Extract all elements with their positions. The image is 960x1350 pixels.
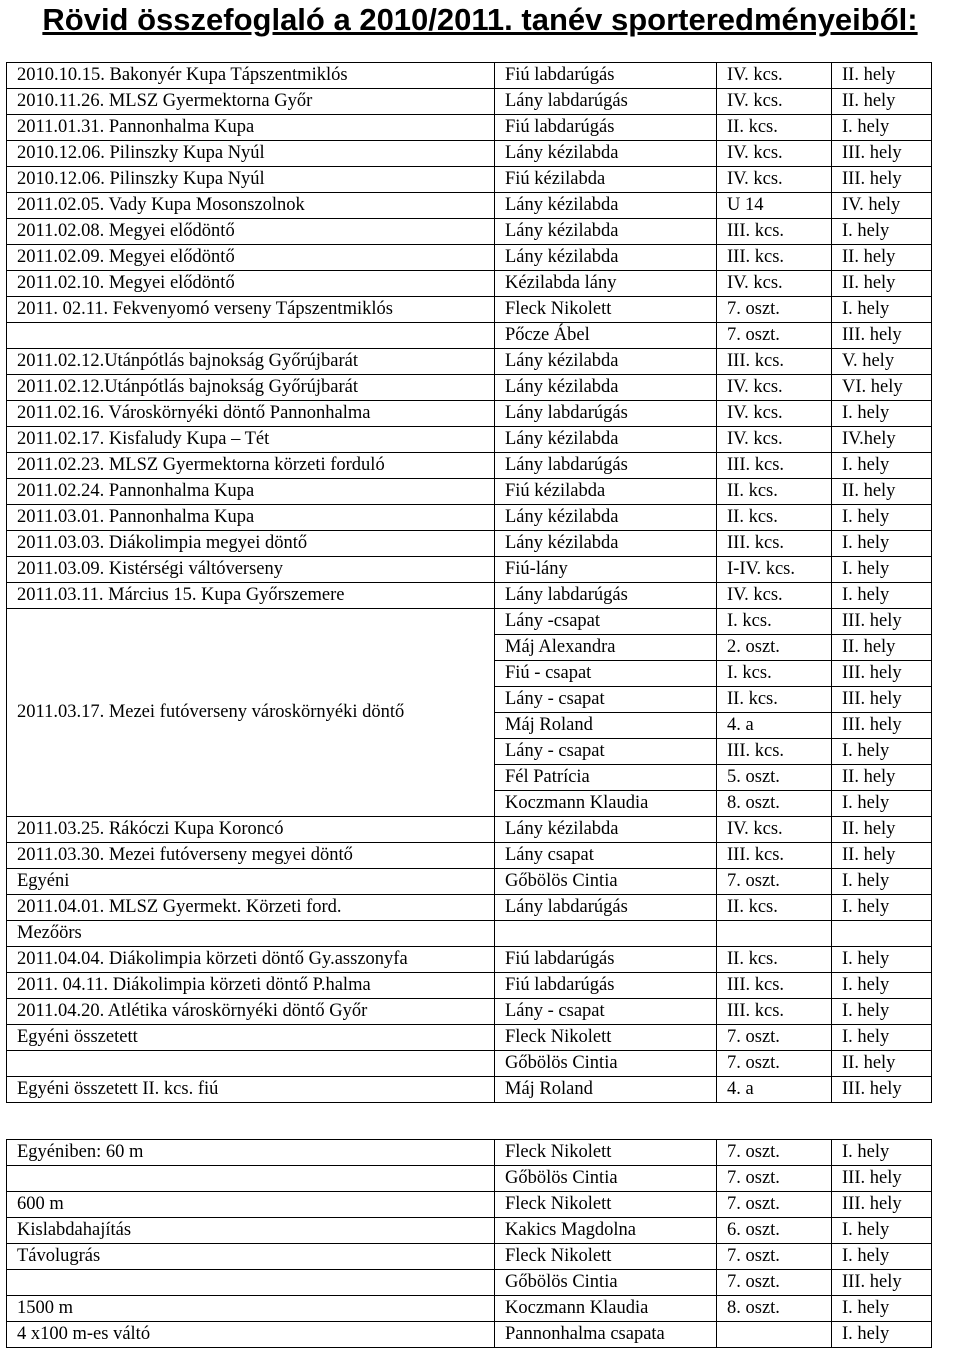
event-cell: Kislabdahajítás xyxy=(7,1218,495,1244)
category-cell: Lány -csapat xyxy=(495,609,717,635)
event-cell xyxy=(7,1051,495,1077)
table-row xyxy=(7,583,932,609)
place-cell: I. hely xyxy=(832,895,932,921)
category-cell: Fleck Nikolett xyxy=(495,1192,717,1218)
table-row xyxy=(7,115,932,141)
category-cell: Gőbölös Cintia xyxy=(495,869,717,895)
category-cell: Gőbölös Cintia xyxy=(495,1166,717,1192)
event-cell: Mezőörs xyxy=(7,921,495,947)
category-cell: Pőcze Ábel xyxy=(495,323,717,349)
place-cell: III. hely xyxy=(832,713,932,739)
results-table xyxy=(6,62,932,1103)
class-cell: IV. kcs. xyxy=(717,817,832,843)
place-cell: II. hely xyxy=(832,1051,932,1077)
class-cell: 7. oszt. xyxy=(717,1166,832,1192)
table-row xyxy=(7,1051,932,1077)
place-cell: I. hely xyxy=(832,1025,932,1051)
class-cell: III. kcs. xyxy=(717,739,832,765)
category-cell: Fiú labdarúgás xyxy=(495,63,717,89)
place-cell: III. hely xyxy=(832,609,932,635)
event-cell: Egyéni összetett II. kcs. fiú xyxy=(7,1077,495,1103)
class-cell xyxy=(717,921,832,947)
event-cell: Egyéniben: 60 m xyxy=(7,1140,495,1166)
place-cell: I. hely xyxy=(832,1322,932,1348)
place-cell: I. hely xyxy=(832,1244,932,1270)
category-cell: Lány - csapat xyxy=(495,999,717,1025)
table-row xyxy=(7,427,932,453)
category-cell: Lány labdarúgás xyxy=(495,583,717,609)
event-cell: 2011.02.23. MLSZ Gyermektorna körzeti forduló xyxy=(7,453,495,479)
table-row xyxy=(7,141,932,167)
category-cell: Lány kézilabda xyxy=(495,817,717,843)
class-cell: II. kcs. xyxy=(717,895,832,921)
class-cell: III. kcs. xyxy=(717,999,832,1025)
event-cell: 2010.12.06. Pilinszky Kupa Nyúl xyxy=(7,141,495,167)
table-row xyxy=(7,557,932,583)
category-cell: Gőbölös Cintia xyxy=(495,1270,717,1296)
class-cell: II. kcs. xyxy=(717,687,832,713)
place-cell: III. hely xyxy=(832,167,932,193)
place-cell xyxy=(832,921,932,947)
table-row xyxy=(7,479,932,505)
place-cell: I. hely xyxy=(832,1296,932,1322)
place-cell: I. hely xyxy=(832,583,932,609)
event-cell: 4 x100 m-es váltó xyxy=(7,1322,495,1348)
event-cell: 2010.12.06. Pilinszky Kupa Nyúl xyxy=(7,167,495,193)
place-cell: I. hely xyxy=(832,739,932,765)
event-cell xyxy=(7,1166,495,1192)
table-row xyxy=(7,505,932,531)
place-cell: I. hely xyxy=(832,999,932,1025)
class-cell: 7. oszt. xyxy=(717,1025,832,1051)
place-cell: I. hely xyxy=(832,947,932,973)
class-cell: III. kcs. xyxy=(717,245,832,271)
table-row xyxy=(7,999,932,1025)
event-cell: 2011.03.03. Diákolimpia megyei döntő xyxy=(7,531,495,557)
place-cell: I. hely xyxy=(832,401,932,427)
event-cell: 600 m xyxy=(7,1192,495,1218)
table-row xyxy=(7,453,932,479)
place-cell: III. hely xyxy=(832,141,932,167)
event-cell: 2011. 02.11. Fekvenyomó verseny Tápszentmiklós xyxy=(7,297,495,323)
event-cell: 2011.02.16. Városkörnyéki döntő Pannonhalma xyxy=(7,401,495,427)
category-cell: Gőbölös Cintia xyxy=(495,1051,717,1077)
event-cell xyxy=(7,323,495,349)
table-row xyxy=(7,1270,932,1296)
class-cell: U 14 xyxy=(717,193,832,219)
place-cell: VI. hely xyxy=(832,375,932,401)
category-cell: Lány kézilabda xyxy=(495,505,717,531)
category-cell: Lány - csapat xyxy=(495,687,717,713)
event-cell: 2011.02.12.Utánpótlás bajnokság Győrújbarát xyxy=(7,349,495,375)
place-cell: II. hely xyxy=(832,245,932,271)
place-cell: II. hely xyxy=(832,843,932,869)
table-row xyxy=(7,1025,932,1051)
table-row xyxy=(7,245,932,271)
place-cell: III. hely xyxy=(832,661,932,687)
class-cell: IV. kcs. xyxy=(717,63,832,89)
event-cell: Egyéni összetett xyxy=(7,1025,495,1051)
class-cell: I. kcs. xyxy=(717,661,832,687)
table-row xyxy=(7,921,932,947)
class-cell: I-IV. kcs. xyxy=(717,557,832,583)
class-cell: II. kcs. xyxy=(717,505,832,531)
category-cell: Lány kézilabda xyxy=(495,219,717,245)
category-cell: Kézilabda lány xyxy=(495,271,717,297)
event-cell: 2010.11.26. MLSZ Gyermektorna Győr xyxy=(7,89,495,115)
table-row xyxy=(7,89,932,115)
event-cell: 2011.01.31. Pannonhalma Kupa xyxy=(7,115,495,141)
category-cell: Máj Alexandra xyxy=(495,635,717,661)
place-cell: I. hely xyxy=(832,1140,932,1166)
category-cell: Fleck Nikolett xyxy=(495,1244,717,1270)
class-cell: II. kcs. xyxy=(717,115,832,141)
table-row xyxy=(7,323,932,349)
event-cell: 2011.02.17. Kisfaludy Kupa – Tét xyxy=(7,427,495,453)
event-cell: 2010.10.15. Bakonyér Kupa Tápszentmiklós xyxy=(7,63,495,89)
place-cell: II. hely xyxy=(832,765,932,791)
category-cell: Fiú kézilabda xyxy=(495,479,717,505)
table-row xyxy=(7,63,932,89)
event-cell: 2011.04.01. MLSZ Gyermekt. Körzeti ford. xyxy=(7,895,495,921)
event-cell: 2011.03.30. Mezei futóverseny megyei döntő xyxy=(7,843,495,869)
place-cell: I. hely xyxy=(832,557,932,583)
category-cell: Fiú labdarúgás xyxy=(495,115,717,141)
place-cell: I. hely xyxy=(832,973,932,999)
table-row xyxy=(7,1192,932,1218)
event-cell: 2011.02.09. Megyei elődöntő xyxy=(7,245,495,271)
class-cell: 7. oszt. xyxy=(717,1051,832,1077)
table-row xyxy=(7,219,932,245)
category-cell: Máj Roland xyxy=(495,713,717,739)
place-cell: II. hely xyxy=(832,635,932,661)
category-cell: Lány labdarúgás xyxy=(495,89,717,115)
event-cell: 2011.03.25. Rákóczi Kupa Koroncó xyxy=(7,817,495,843)
place-cell: II. hely xyxy=(832,817,932,843)
class-cell: III. kcs. xyxy=(717,349,832,375)
class-cell: III. kcs. xyxy=(717,973,832,999)
category-cell: Fiú kézilabda xyxy=(495,167,717,193)
category-cell: Lány kézilabda xyxy=(495,427,717,453)
table-row xyxy=(7,1244,932,1270)
place-cell: I. hely xyxy=(832,531,932,557)
event-cell: Távolugrás xyxy=(7,1244,495,1270)
place-cell: I. hely xyxy=(832,297,932,323)
category-cell xyxy=(495,921,717,947)
category-cell: Fleck Nikolett xyxy=(495,1140,717,1166)
table-row xyxy=(7,1218,932,1244)
class-cell: 7. oszt. xyxy=(717,1192,832,1218)
class-cell: III. kcs. xyxy=(717,453,832,479)
place-cell: I. hely xyxy=(832,115,932,141)
place-cell: IV.hely xyxy=(832,427,932,453)
place-cell: I. hely xyxy=(832,1218,932,1244)
place-cell: III. hely xyxy=(832,323,932,349)
class-cell: 2. oszt. xyxy=(717,635,832,661)
class-cell: I. kcs. xyxy=(717,609,832,635)
class-cell: IV. kcs. xyxy=(717,271,832,297)
event-cell: 2011.03.09. Kistérségi váltóverseny xyxy=(7,557,495,583)
category-cell: Fiú-lány xyxy=(495,557,717,583)
class-cell: IV. kcs. xyxy=(717,89,832,115)
table-row xyxy=(7,271,932,297)
table-row xyxy=(7,167,932,193)
category-cell: Fleck Nikolett xyxy=(495,1025,717,1051)
class-cell: 6. oszt. xyxy=(717,1218,832,1244)
place-cell: I. hely xyxy=(832,453,932,479)
place-cell: II. hely xyxy=(832,89,932,115)
class-cell: 7. oszt. xyxy=(717,297,832,323)
category-cell: Lány kézilabda xyxy=(495,193,717,219)
class-cell: III. kcs. xyxy=(717,219,832,245)
class-cell: 7. oszt. xyxy=(717,1140,832,1166)
category-cell: Máj Roland xyxy=(495,1077,717,1103)
class-cell: IV. kcs. xyxy=(717,167,832,193)
category-cell: Lány kézilabda xyxy=(495,141,717,167)
event-cell: 2011.03.11. Március 15. Kupa Győrszemere xyxy=(7,583,495,609)
category-cell: Lány kézilabda xyxy=(495,349,717,375)
table-row xyxy=(7,531,932,557)
table-row xyxy=(7,1077,932,1103)
place-cell: III. hely xyxy=(832,1166,932,1192)
table-row xyxy=(7,817,932,843)
class-cell: IV. kcs. xyxy=(717,583,832,609)
table-row xyxy=(7,375,932,401)
class-cell: III. kcs. xyxy=(717,843,832,869)
category-cell: Lány labdarúgás xyxy=(495,453,717,479)
category-cell: Koczmann Klaudia xyxy=(495,791,717,817)
place-cell: II. hely xyxy=(832,271,932,297)
event-cell: 2011.03.17. Mezei futóverseny városkörnyéki döntő xyxy=(7,609,495,817)
class-cell: 8. oszt. xyxy=(717,791,832,817)
table-row xyxy=(7,1166,932,1192)
class-cell: 7. oszt. xyxy=(717,869,832,895)
table-row xyxy=(7,297,932,323)
category-cell: Kakics Magdolna xyxy=(495,1218,717,1244)
place-cell: III. hely xyxy=(832,1270,932,1296)
event-cell: 2011.02.10. Megyei elődöntő xyxy=(7,271,495,297)
table-row xyxy=(7,869,932,895)
event-cell xyxy=(7,1270,495,1296)
table-row xyxy=(7,895,932,921)
class-cell: 8. oszt. xyxy=(717,1296,832,1322)
place-cell: III. hely xyxy=(832,1192,932,1218)
table-row xyxy=(7,1322,932,1348)
table-row xyxy=(7,843,932,869)
place-cell: V. hely xyxy=(832,349,932,375)
event-cell: 2011.02.12.Utánpótlás bajnokság Győrújbarát xyxy=(7,375,495,401)
place-cell: I. hely xyxy=(832,219,932,245)
place-cell: I. hely xyxy=(832,869,932,895)
table-row xyxy=(7,947,932,973)
category-cell: Lány kézilabda xyxy=(495,245,717,271)
class-cell: III. kcs. xyxy=(717,531,832,557)
category-cell: Fiú - csapat xyxy=(495,661,717,687)
table-row xyxy=(7,401,932,427)
event-cell: Egyéni xyxy=(7,869,495,895)
class-cell: 7. oszt. xyxy=(717,1270,832,1296)
event-cell: 2011.02.24. Pannonhalma Kupa xyxy=(7,479,495,505)
class-cell: IV. kcs. xyxy=(717,141,832,167)
place-cell: II. hely xyxy=(832,63,932,89)
class-cell: 7. oszt. xyxy=(717,323,832,349)
class-cell xyxy=(717,1322,832,1348)
category-cell: Fiú labdarúgás xyxy=(495,973,717,999)
table-row xyxy=(7,349,932,375)
category-cell: Pannonhalma csapata xyxy=(495,1322,717,1348)
category-cell: Lány labdarúgás xyxy=(495,401,717,427)
category-cell: Fiú labdarúgás xyxy=(495,947,717,973)
event-cell: 2011. 04.11. Diákolimpia körzeti döntő P.halma xyxy=(7,973,495,999)
category-cell: Fél Patrícia xyxy=(495,765,717,791)
place-cell: III. hely xyxy=(832,687,932,713)
class-cell: IV. kcs. xyxy=(717,375,832,401)
place-cell: II. hely xyxy=(832,479,932,505)
class-cell: 5. oszt. xyxy=(717,765,832,791)
table-row xyxy=(7,609,932,635)
place-cell: I. hely xyxy=(832,791,932,817)
category-cell: Lány - csapat xyxy=(495,739,717,765)
athletics-results-table xyxy=(6,1139,932,1348)
category-cell: Lány kézilabda xyxy=(495,531,717,557)
class-cell: 4. a xyxy=(717,1077,832,1103)
event-cell: 2011.04.20. Atlétika városkörnyéki döntő Győr xyxy=(7,999,495,1025)
category-cell: Fleck Nikolett xyxy=(495,297,717,323)
place-cell: I. hely xyxy=(832,505,932,531)
class-cell: 7. oszt. xyxy=(717,1244,832,1270)
class-cell: II. kcs. xyxy=(717,947,832,973)
table-row xyxy=(7,1296,932,1322)
event-cell: 2011.02.05. Vady Kupa Mosonszolnok xyxy=(7,193,495,219)
event-cell: 1500 m xyxy=(7,1296,495,1322)
event-cell: 2011.02.08. Megyei elődöntő xyxy=(7,219,495,245)
category-cell: Lány kézilabda xyxy=(495,375,717,401)
class-cell: 4. a xyxy=(717,713,832,739)
table-row xyxy=(7,973,932,999)
table-row xyxy=(7,1140,932,1166)
class-cell: IV. kcs. xyxy=(717,427,832,453)
event-cell: 2011.03.01. Pannonhalma Kupa xyxy=(7,505,495,531)
place-cell: IV. hely xyxy=(832,193,932,219)
category-cell: Koczmann Klaudia xyxy=(495,1296,717,1322)
category-cell: Lány csapat xyxy=(495,843,717,869)
table-row xyxy=(7,193,932,219)
category-cell: Lány labdarúgás xyxy=(495,895,717,921)
class-cell: II. kcs. xyxy=(717,479,832,505)
event-cell: 2011.04.04. Diákolimpia körzeti döntő Gy.asszonyfa xyxy=(7,947,495,973)
class-cell: IV. kcs. xyxy=(717,401,832,427)
place-cell: III. hely xyxy=(832,1077,932,1103)
page-title: Rövid összefoglaló a 2010/2011. tanév sporteredményeiből: xyxy=(42,2,918,37)
